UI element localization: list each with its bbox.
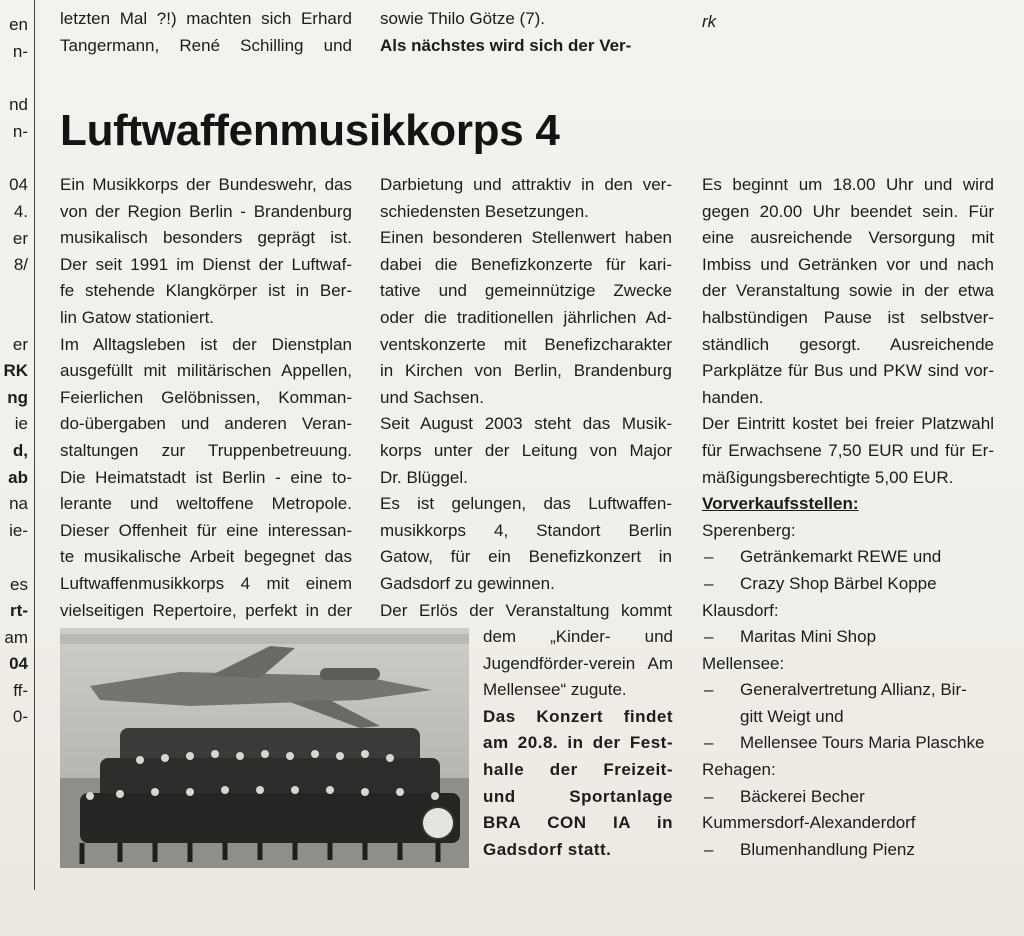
text-line: Imbiss und Getränken vor und nach — [702, 254, 994, 274]
text-fragment: 8/ — [13, 255, 28, 274]
text-line: Einen besonderen Stellenwert haben — [380, 228, 672, 248]
text-line: am 20.8. in der Fest- — [483, 733, 673, 753]
text-line: in Kirchen von Berlin, Brandenburg — [380, 361, 672, 381]
vvk-item — [702, 784, 994, 811]
vvk-item — [702, 571, 994, 598]
vvk-place: Kummersdorf-Alexanderdorf — [702, 813, 916, 833]
vvk-item — [702, 544, 994, 571]
text-fragment: ie — [14, 414, 28, 433]
text-fragment: 04 — [9, 175, 28, 194]
text-line: halbstündigen Pause ist selbstver- — [702, 307, 994, 327]
vvk-item — [702, 837, 994, 864]
vvk-item-text: Crazy Shop Bärbel Koppe — [740, 573, 937, 593]
text-line: Die Heimatstadt ist Berlin - eine to- — [60, 467, 352, 487]
vvk-place: Klausdorf: — [702, 600, 779, 620]
text-line: ausgefüllt mit militärischen Appellen, — [60, 361, 352, 381]
text-line: Gatow, für ein Benefizkonzert in — [380, 547, 672, 567]
text-line: dabei die Benefizkonzerte für kari- — [380, 254, 672, 274]
text-line: vielseitigen Repertoire, perfekt in der — [60, 600, 352, 620]
text-line: von der Region Berlin - Brandenburg — [60, 201, 352, 221]
dash-mark: – — [704, 786, 714, 806]
text-line: schiedensten Besetzungen. — [380, 201, 589, 221]
vvk-place: Rehagen: — [702, 760, 776, 780]
band-photo-image — [60, 628, 469, 868]
text-fragment: n- — [12, 42, 28, 61]
text-line: Tangermann, René Schilling und — [60, 35, 352, 55]
vvk-item-text: Getränkemarkt REWE und — [740, 547, 942, 567]
text-line: Der Erlös der Veranstaltung kommt — [380, 600, 672, 620]
text-line: Als nächstes wird sich der Ver- — [380, 35, 632, 55]
vvk-item — [702, 624, 994, 651]
text-line: der Veranstaltung sowie in der etwa — [702, 281, 994, 301]
text-line: Dr. Blüggel. — [380, 467, 468, 487]
text-line: letzten Mal ?!) machten sich Erhard — [60, 9, 352, 28]
text-fragment: ie- — [9, 521, 28, 540]
text-fragment: 0- — [12, 707, 28, 726]
text-fragment: am — [4, 628, 28, 647]
vvk-item-text: Blumenhandlung Pienz — [740, 839, 915, 859]
article-column-2-wrap — [483, 624, 673, 863]
vvk-place: Sperenberg: — [702, 520, 796, 540]
vvk-place: Mellensee: — [702, 653, 785, 673]
dash-mark: – — [704, 733, 714, 753]
text-line: handen. — [702, 387, 764, 407]
text-line: Feierlichen Gelöbnissen, Komman- — [60, 387, 352, 407]
text-line: Mellensee“ zugute. — [483, 680, 627, 700]
text-fragment: 04 — [9, 654, 28, 673]
text-line: musikkorps 4, Standort Berlin — [380, 520, 672, 540]
vvk-item-text: gitt Weigt und — [740, 706, 844, 726]
text-line: te musikalische Arbeit begegnet das — [60, 547, 352, 567]
text-line: do-übergaben und anderen Veran- — [60, 414, 352, 434]
text-line: Parkplätze für Bus und PKW sind vor- — [702, 361, 994, 381]
text-line: oder die traditionellen jährlichen Ad- — [380, 307, 672, 327]
vvk-item — [702, 677, 994, 704]
text-line: fe stehende Klangkörper ist in Ber- — [60, 281, 352, 301]
text-line: Luftwaffenmusikkorps 4 mit einem — [60, 573, 352, 593]
text-line: ventskonzerte mit Benefizcharakter — [380, 334, 672, 354]
text-fragment: ab — [8, 468, 28, 487]
text-line: lin Gatow stationiert. — [60, 307, 215, 327]
text-fragment: 4. — [13, 202, 28, 221]
dash-mark: – — [704, 839, 714, 859]
dash-mark: – — [704, 547, 714, 567]
text-line: halle der Freizeit- — [483, 759, 673, 779]
text-line: Es beginnt um 18.00 Uhr und wird — [702, 175, 994, 194]
article-title: Luftwaffenmusikkorps 4 — [60, 106, 560, 155]
text-fragment: rt- — [10, 601, 28, 620]
vvk-item-text: Maritas Mini Shop — [740, 627, 877, 647]
text-line: musikalisch besonders geprägt ist. — [60, 228, 352, 248]
text-line: Dieser Offenheit für eine interessan- — [60, 520, 352, 540]
vvk-item — [702, 730, 994, 757]
text-line: Es ist gelungen, das Luftwaffen- — [380, 494, 672, 514]
text-line: lerante und weltoffene Metropole. — [60, 494, 352, 514]
text-fragment: RK — [3, 361, 28, 380]
author-sign: rk — [702, 12, 717, 31]
dash-mark: – — [704, 627, 714, 647]
article-column-2 — [380, 172, 672, 624]
text-line: Gadsdorf statt. — [483, 839, 612, 859]
text-line: gegen 20.00 Uhr beendet sein. Für — [702, 201, 994, 221]
text-fragment: en — [9, 15, 28, 34]
text-line: dem „Kinder- und — [483, 627, 673, 646]
text-line: Ein Musikkorps der Bundeswehr, das — [60, 175, 352, 194]
text-line: und Sportanlage — [483, 786, 673, 806]
text-line: eine ausreichende Versorgung mit — [702, 228, 994, 248]
text-line: Seit August 2003 steht das Musik- — [380, 414, 672, 434]
vvk-item-text: Generalvertretung Allianz, Bir- — [740, 680, 967, 700]
text-fragment: nd — [9, 95, 28, 114]
text-line: tative und gemeinnützige Zwecke — [380, 281, 672, 301]
text-line: mäßigungsberechtigte 5,00 EUR. — [702, 467, 954, 487]
text-line: und Sachsen. — [380, 387, 484, 407]
top-text-col2 — [380, 6, 672, 59]
text-line: BRA CON IA in — [483, 813, 673, 833]
text-line: Das Konzert findet — [483, 706, 673, 726]
vvk-item-text: Mellensee Tours Maria Plaschke — [740, 733, 985, 753]
text-fragment: er — [12, 335, 28, 354]
text-fragment: es — [10, 575, 28, 594]
text-line: sowie Thilo Götze (7). — [380, 9, 546, 28]
text-line: korps unter der Leitung von Major — [380, 440, 672, 460]
text-line: für Erwachsene 7,50 EUR und für Er- — [702, 440, 994, 460]
text-line: Jugendförder-verein Am — [483, 653, 673, 673]
article-column-3 — [702, 172, 994, 863]
text-line: Im Alltagsleben ist der Dienstplan — [60, 334, 352, 354]
vvk-item-text: Bäckerei Becher — [740, 786, 865, 806]
text-line: staltungen zur Truppenbetreuung. — [60, 440, 352, 460]
text-fragment: ff- — [13, 681, 28, 700]
text-line: Der Eintritt kostet bei freier Platzwahl — [702, 414, 994, 434]
text-fragment: ng — [7, 388, 28, 407]
text-fragment: d, — [12, 441, 28, 460]
vvk-item — [702, 704, 994, 731]
text-line: Darbietung und attraktiv in den ver- — [380, 175, 672, 194]
text-fragment: er — [12, 229, 28, 248]
text-line: Der seit 1991 im Dienst der Luftwaf- — [60, 254, 352, 274]
text-line: ständlich gesorgt. Ausreichende — [702, 334, 994, 354]
text-fragment: na — [9, 494, 28, 513]
dash-mark: – — [704, 573, 714, 593]
left-column-fragments — [0, 0, 35, 890]
article-column-1 — [60, 172, 352, 624]
dash-mark: – — [704, 680, 714, 700]
text-fragment: n- — [12, 122, 28, 141]
vvk-heading: Vorverkaufsstellen: — [702, 494, 859, 514]
band-photo — [60, 628, 469, 868]
text-line: Gadsdorf zu gewinnen. — [380, 573, 555, 593]
top-text-col1 — [60, 6, 352, 59]
